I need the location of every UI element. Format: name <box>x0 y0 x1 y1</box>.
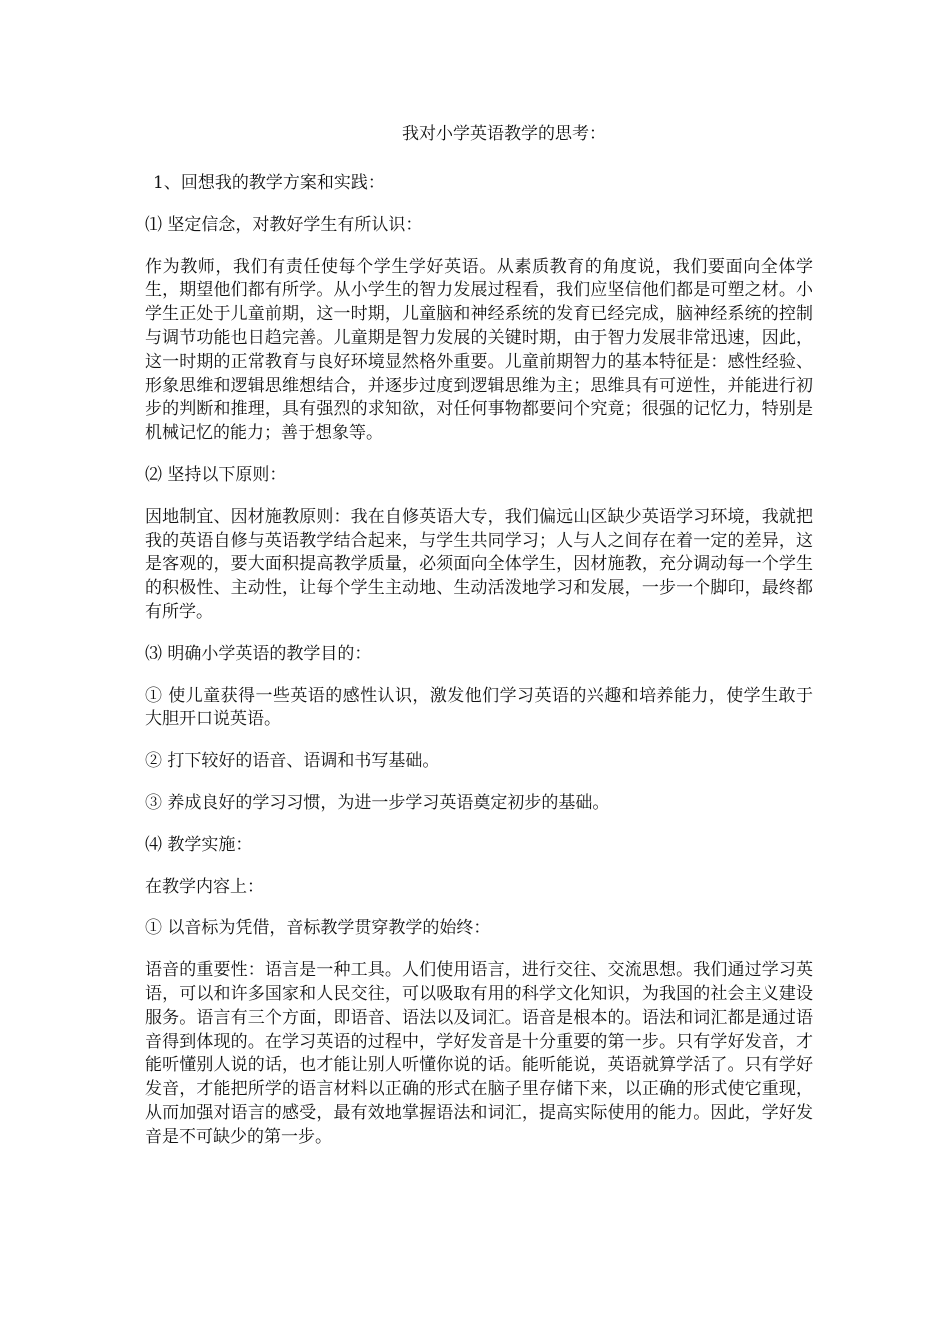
body-paragraph-1: 作为教师，我们有责任使每个学生学好英语。从素质教育的角度说，我们要面向全体学生，期望他们都有所学。从小学生的智力发展过程看，我们应坚信他们都是可塑之材。小学生正处于儿童前期，这一时期，儿童脑和神经系统的发育已经完成，脑神经系统的控制与调节功能也日趋完善。儿童期是智力发展的关键时期，由于智力发展非常迅速，因此，这一时期的正常教育与良好环境显然格外重要。儿童前期智力的基本特征是：感性经验、形象思维和逻辑思维想结合，并逐步过度到逻辑思维为主；思维具有可逆性，并能进行初步的判断和推理，具有强烈的求知欲，对任何事物都要问个究竟；很强的记忆力，特别是机械记忆的能力；善于想象等。 <box>145 256 813 444</box>
document-body <box>145 122 813 1168</box>
document-title: 我对小学英语教学的思考： <box>402 124 606 144</box>
list-item-4: ① 以音标为凭借，音标教学贯穿教学的始终： <box>145 918 491 939</box>
list-item-1: ① 使儿童获得一些英语的感性认识，激发他们学习英语的兴趣和培养能力，使学生敢于大胆开口说英语。 <box>145 685 813 730</box>
subsection-heading-1: ⑴ 坚定信念，对教好学生有所认识： <box>145 214 423 235</box>
subsection-heading-2: ⑵ 坚持以下原则： <box>145 464 287 485</box>
content-heading: 在教学内容上： <box>145 876 264 897</box>
list-item-3: ③ 养成良好的学习习惯，为进一步学习英语奠定初步的基础。 <box>145 792 610 813</box>
subsection-heading-4: ⑷ 教学实施： <box>145 834 253 855</box>
list-item-2: ② 打下较好的语音、语调和书写基础。 <box>145 751 440 772</box>
body-paragraph-2: 因地制宜、因材施教原则：我在自修英语大专，我们偏远山区缺少英语学习环境，我就把我的英语自修与英语教学结合起来，与学生共同学习；人与人之间存在着一定的差异，这是客观的，要大面积提高教学质量，必须面向全体学生，因材施教，充分调动每一个学生的积极性、主动性，让每个学生主动地、生动活泼地学习和发展，一步一个脚印，最终都有所学。 <box>145 506 813 622</box>
section-heading-1: 1、回想我的教学方案和实践： <box>153 173 385 193</box>
subsection-heading-3: ⑶ 明确小学英语的教学目的： <box>145 643 372 664</box>
body-paragraph-3: 语音的重要性：语言是一种工具。人们使用语言，进行交往、交流思想。我们通过学习英语，可以和许多国家和人民交往，可以吸取有用的科学文化知识，为我国的社会主义建设服务。语言有三个方面，即语音、语法以及词汇。语音是根本的。语法和词汇都是通过语音得到体现的。在学习英语的过程中，学好发音是十分重要的第一步。只有学好发音，才能听懂别人说的话，也才能让别人听懂你说的话。能听能说，英语就算学活了。只有学好发音，才能把所学的语言材料以正确的形式在脑子里存储下来，以正确的形式使它重现，从而加强对语言的感受，最有效地掌握语法和词汇，提高实际使用的能力。因此，学好发音是不可缺少的第一步。 <box>145 960 813 1147</box>
